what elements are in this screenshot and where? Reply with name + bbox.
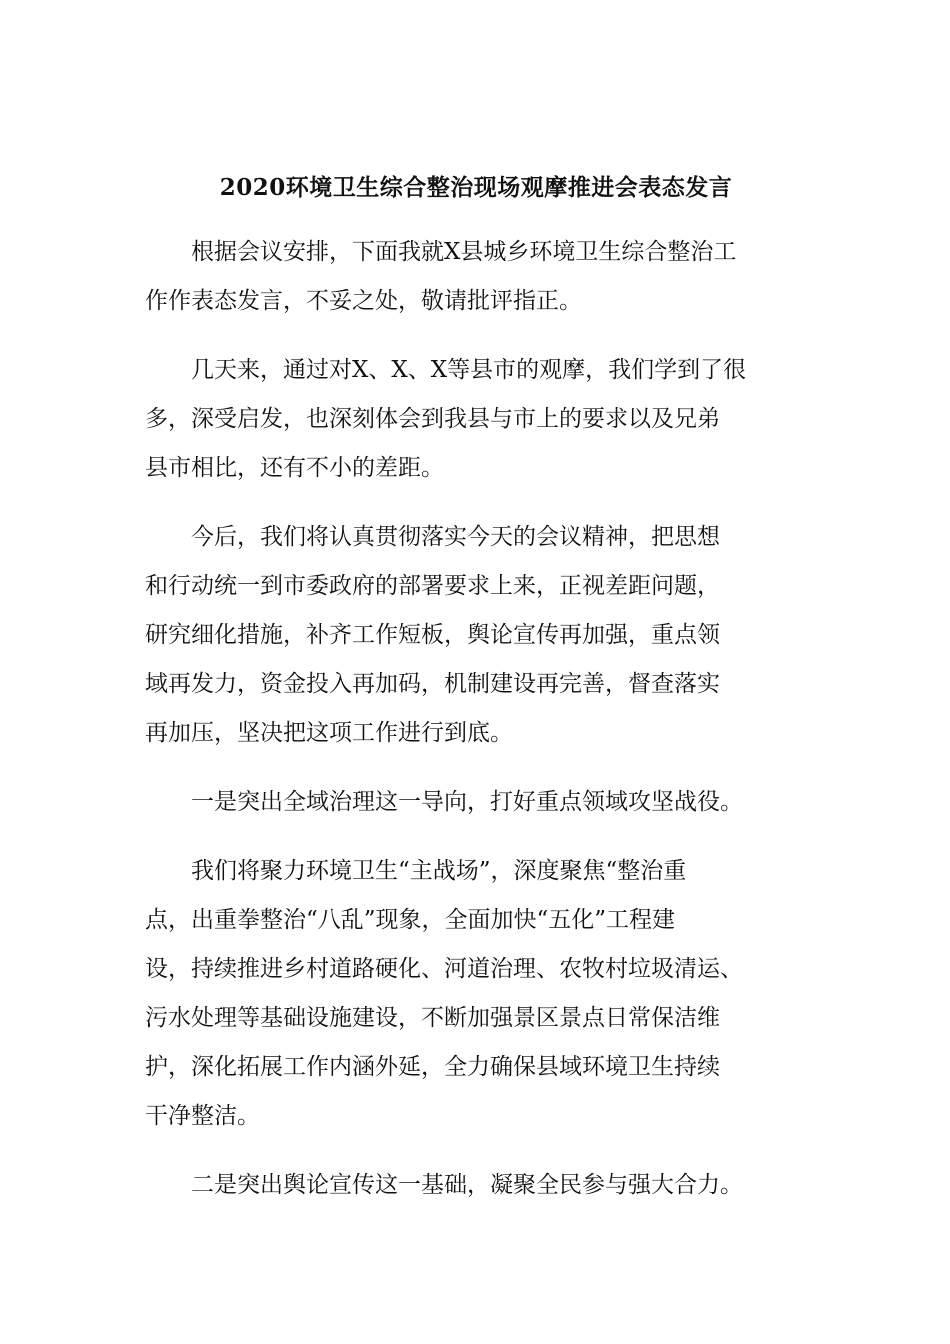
paragraph-line: 和行动统一到市委政府的部署要求上来，正视差距问题， (145, 573, 720, 599)
paragraph-line: 二是突出舆论宣传这一基础，凝聚全民参与强大合力。 (145, 1172, 743, 1198)
paragraph-line: 再加压，坚决把这项工作进行到底。 (145, 720, 513, 746)
paragraph-line: 我们将聚力环境卫生“主战场”，深度聚焦“整治重 (145, 858, 687, 884)
paragraph-line: 域再发力，资金投入再加码，机制建设再完善，督查落实 (145, 671, 720, 697)
paragraph-line: 污水处理等基础设施建设，不断加强景区景点日常保洁维 (145, 1005, 720, 1031)
paragraph-line: 根据会议安排，下面我就X县城乡环境卫生综合整治工 (145, 239, 737, 265)
paragraph-line: 设，持续推进乡村道路硬化、河道治理、农牧村垃圾清运、 (145, 956, 743, 982)
document-title: 2020环境卫生综合整治现场观摩推进会表态发言 (219, 174, 733, 201)
paragraph-line: 几天来，通过对X、X、X等县市的观摩，我们学到了很 (145, 357, 747, 383)
paragraph-intro (145, 228, 807, 326)
paragraph-line: 护，深化拓展工作内涵外延，全力确保县域环境卫生持续 (145, 1054, 720, 1080)
paragraph-line: 点，出重拳整治“八乱”现象，全面加快“五化”工程建 (145, 907, 676, 933)
section-heading-first (145, 778, 807, 827)
paragraph-line: 一是突出全域治理这一导向，打好重点领域攻坚战役。 (145, 789, 743, 815)
section-heading-second (145, 1161, 807, 1210)
paragraph-line: 研究细化措施，补齐工作短板，舆论宣传再加强，重点领 (145, 622, 720, 648)
paragraph-line: 县市相比，还有不小的差距。 (145, 455, 444, 481)
paragraph-line: 今后，我们将认真贯彻落实今天的会议精神，把思想 (145, 524, 720, 550)
document-body (145, 172, 807, 1210)
paragraph-line: 多，深受启发，也深刻体会到我县与市上的要求以及兄弟 (145, 406, 720, 432)
paragraph-commitment (145, 513, 807, 758)
paragraph-line: 干净整洁。 (145, 1103, 260, 1129)
paragraph-line: 作作表态发言，不妥之处，敬请批评指正。 (145, 288, 582, 314)
paragraph-observation (145, 346, 807, 493)
paragraph-first-detail (145, 847, 807, 1141)
